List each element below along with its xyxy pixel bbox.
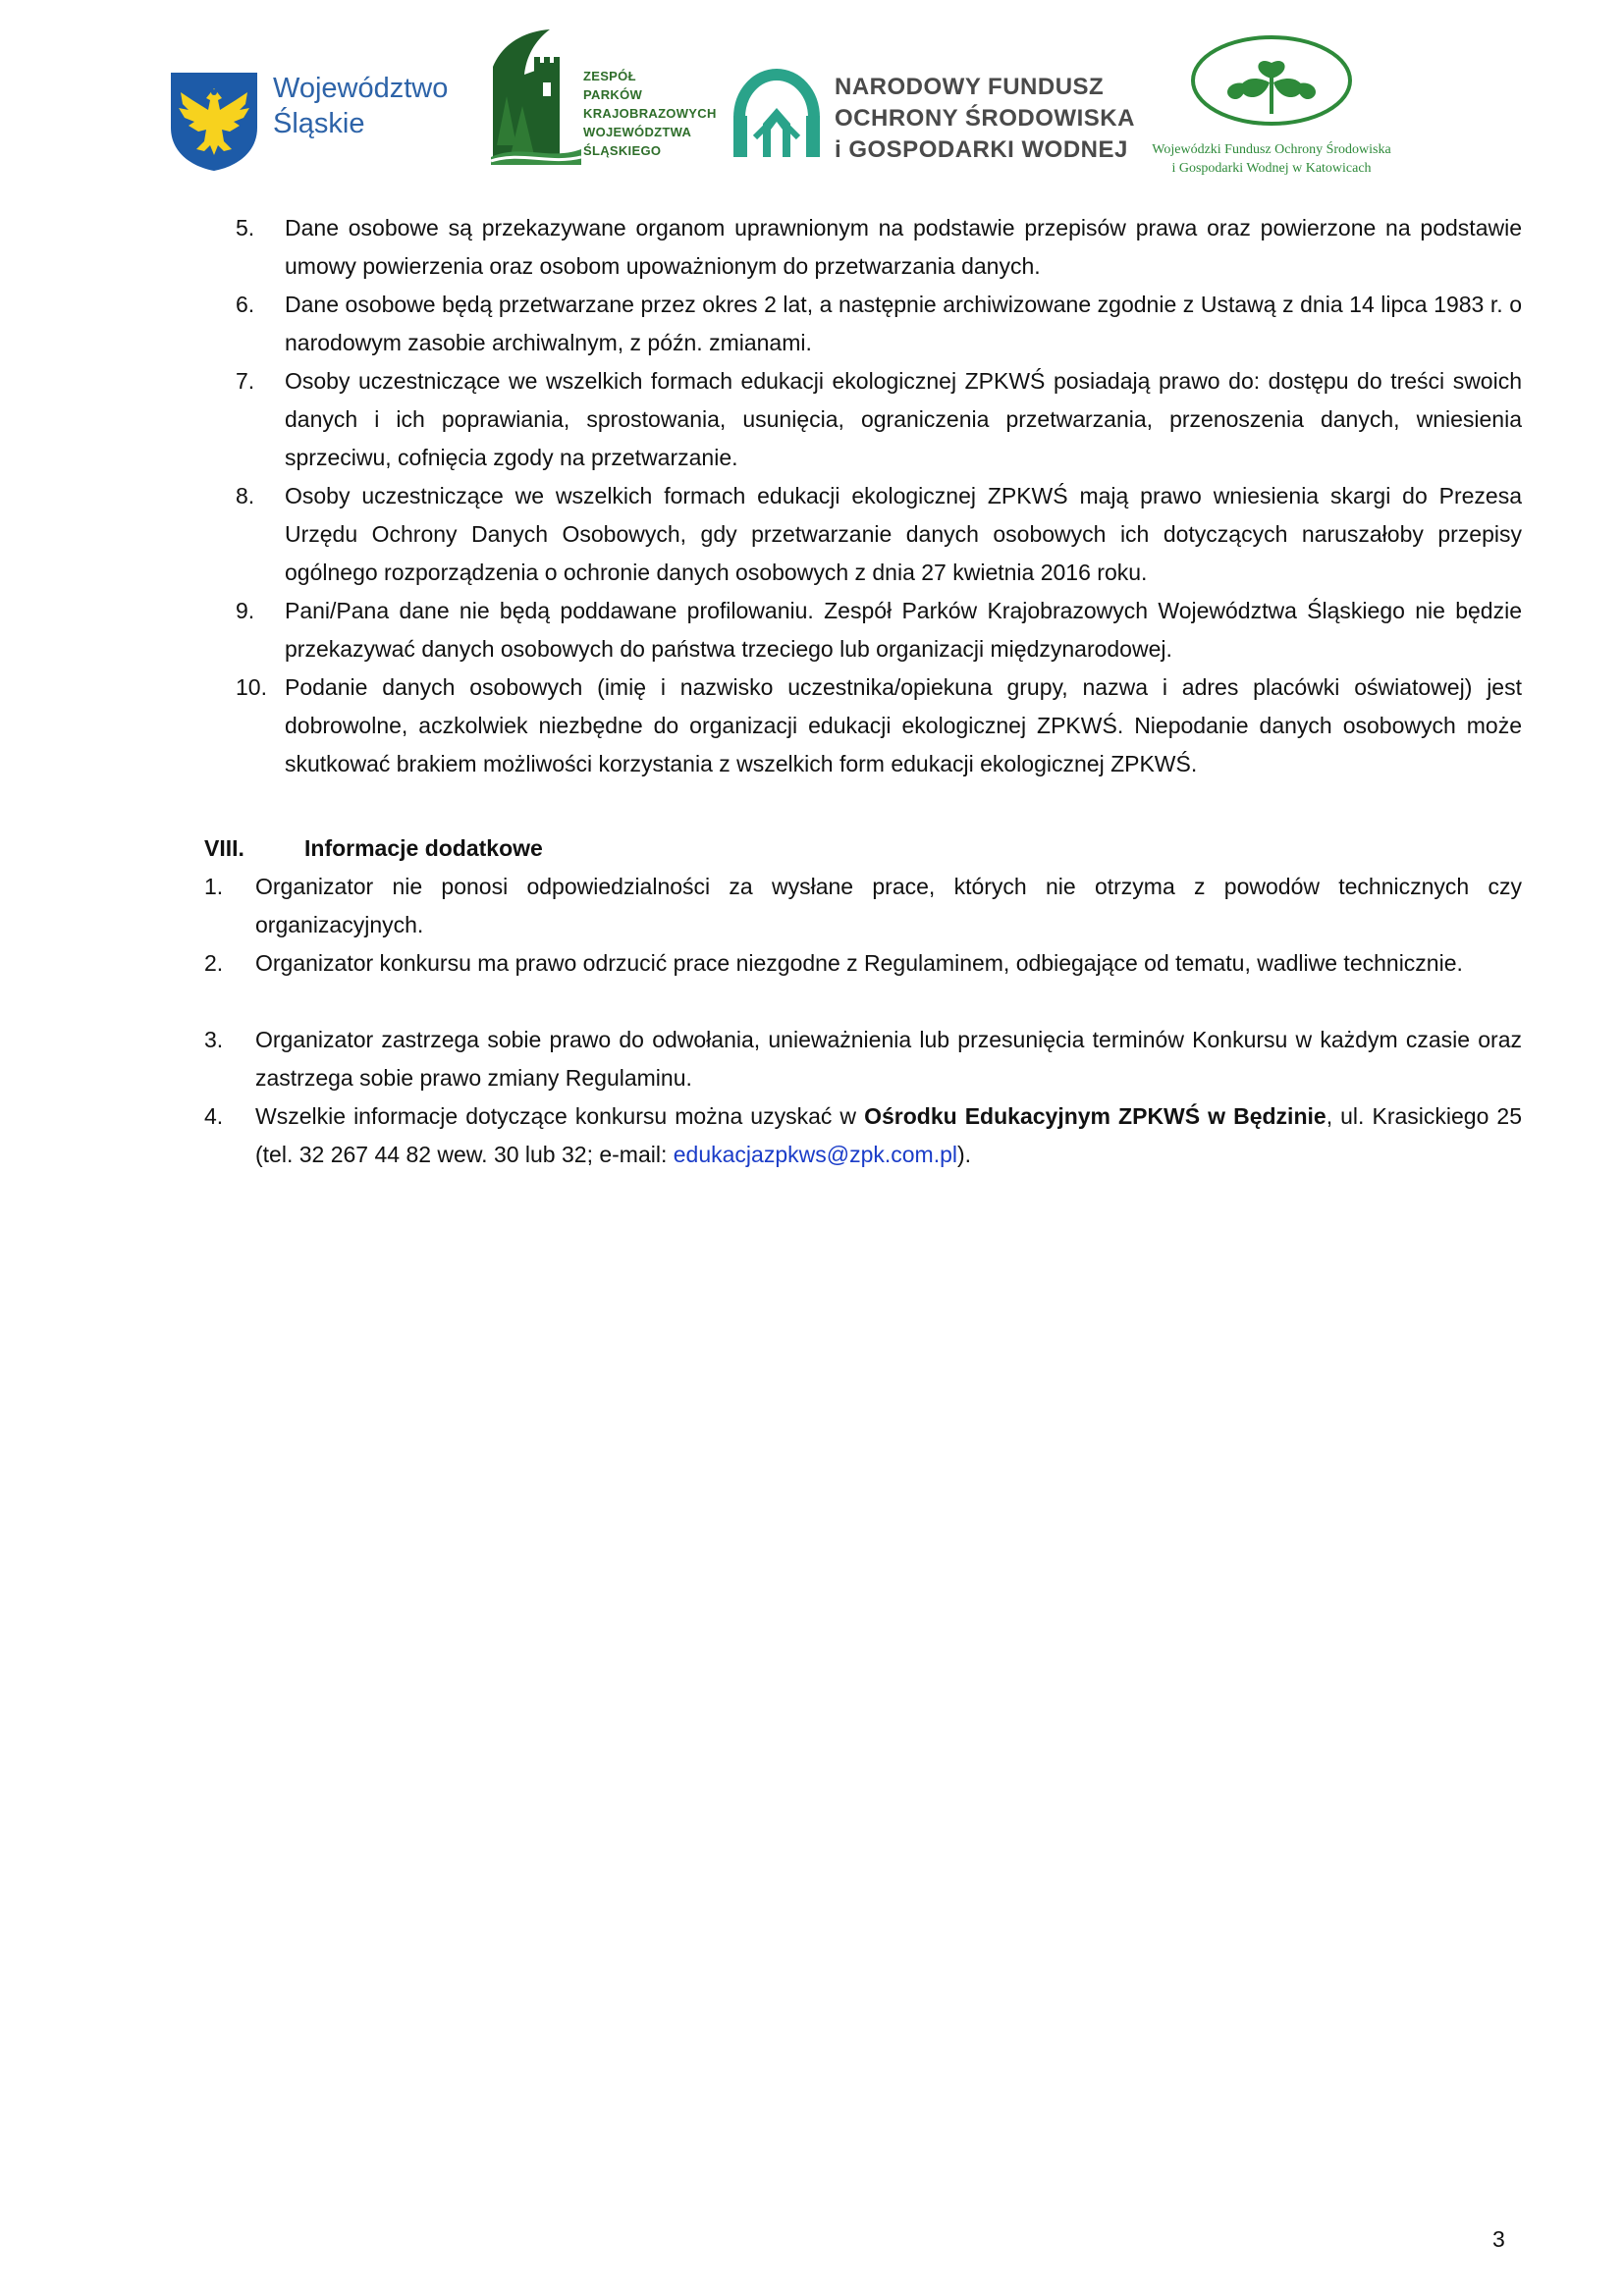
zpk-line3: KRAJOBRAZOWYCH bbox=[583, 106, 717, 121]
list-item: Dane osobowe są przekazywane organom uprawnionym na podstawie przepisów prawa oraz powierzone na podstawie umowy powierzenia oraz osobom upoważnionym do przetwarzania danych. bbox=[285, 215, 1522, 279]
zpk-wordmark bbox=[583, 67, 717, 160]
list-item: Dane osobowe będą przetwarzane przez okres 2 lat, a następnie archiwizowane zgodnie z Ustawą z dnia 14 lipca 1983 r. o narodowym zasobie archiwalnym, z późn. zmianami. bbox=[285, 292, 1522, 355]
nfos-line3: i GOSPODARKI WODNEJ bbox=[835, 136, 1128, 163]
zpk-castle-tree-logo bbox=[491, 27, 581, 165]
slaskie-wordmark bbox=[273, 71, 448, 141]
slaskie-line2: Śląskie bbox=[273, 108, 365, 139]
list-item-number: 8. bbox=[236, 483, 255, 508]
list-item-number: 10. bbox=[236, 674, 267, 700]
list-item: Osoby uczestniczące we wszelkich formach edukacji ekologicznej ZPKWŚ posiadają prawo do: dostępu do treści swoich danych i ich poprawiania, sprostowania, usunięcia, ograniczenia przetwarzania, przenoszenia danych, wniesienia sprzeciwu, cofnięcia zgody na przetwarzanie. bbox=[285, 368, 1522, 470]
nfos-logo bbox=[731, 67, 822, 161]
list-item-number: 3. bbox=[204, 1027, 224, 1052]
list-item: Organizator nie ponosi odpowiedzialności za wysłane prace, których nie otrzyma z powodów technicznych czy organizacyjnych. bbox=[255, 874, 1522, 937]
list-item: Organizator konkursu ma prawo odrzucić prace niezgodne z Regulaminem, odbiegające od tematu, wadliwe technicznie. bbox=[255, 950, 1463, 976]
contact-center-name: Ośrodku Edukacyjnym ZPKWŚ w Będzinie bbox=[864, 1103, 1326, 1129]
contact-text-mid: , ul. Krasickiego 25 (tel. 32 267 44 82 wew. 30 lub 32; e-mail: bbox=[255, 1103, 1522, 1167]
list-item-number: 9. bbox=[236, 598, 255, 623]
wfos-line1: Wojewódzki Fundusz Ochrony Środowiska bbox=[1152, 142, 1391, 157]
zpk-line1: ZESPÓŁ bbox=[583, 69, 636, 83]
list-item-number: 2. bbox=[204, 950, 224, 976]
slaskie-eagle-logo bbox=[167, 71, 261, 173]
wfos-line2: i Gospodarki Wodnej w Katowicach bbox=[1171, 161, 1372, 176]
header-logos bbox=[167, 27, 1443, 185]
list-item: Organizator zastrzega sobie prawo do odwołania, unieważnienia lub przesunięcia terminów Konkursu w każdym czasie oraz zastrzega sobie prawo zmiany Regulaminu. bbox=[255, 1027, 1522, 1091]
slaskie-line1: Województwo bbox=[273, 73, 449, 104]
page-number: 3 bbox=[1492, 2226, 1505, 2252]
list-item: Pani/Pana dane nie będą poddawane profilowaniu. Zespół Parków Krajobrazowych Województwa Śląskiego nie będzie przekazywać danych osobowych do państwa trzeciego lub organizacji międzynarodowej. bbox=[285, 598, 1522, 662]
list-item: Osoby uczestniczące we wszelkich formach edukacji ekologicznej ZPKWŚ mają prawo wniesienia skargi do Prezesa Urzędu Ochrony Danych Osobowych, gdy przetwarzanie danych osobowych ich dotyczących naruszałoby przepisy ogólnego rozporządzenia o ochronie danych osobowych z dnia 27 kwietnia 2016 roku. bbox=[285, 483, 1522, 585]
list-item: Podanie danych osobowych (imię i nazwisko uczestnika/opiekuna grupy, nazwa i adres placówki oświatowej) jest dobrowolne, aczkolwiek niezbędne do organizacji edukacji ekologicznej ZPKWŚ. Niepodanie danych osobowych może skutkować brakiem możliwości korzystania z wszelkich form edukacji ekologicznej ZPKWŚ. bbox=[285, 674, 1522, 776]
contact-text-pre: Wszelkie informacje dotyczące konkursu można uzyskać w bbox=[255, 1103, 865, 1129]
list-item-contact bbox=[255, 1097, 1522, 1174]
list-item-number: 1. bbox=[204, 874, 224, 899]
wfos-wordmark bbox=[1134, 140, 1409, 178]
list-item-number: 7. bbox=[236, 368, 255, 394]
zpk-line5: ŚLĄSKIEGO bbox=[583, 143, 662, 158]
list-item-number: 4. bbox=[204, 1103, 224, 1129]
nfos-line2: OCHRONY ŚRODOWISKA bbox=[835, 105, 1135, 132]
wfos-leaf-logo bbox=[1188, 33, 1355, 132]
list-item-number: 6. bbox=[236, 292, 255, 317]
nfos-wordmark bbox=[835, 72, 1135, 166]
zpk-line2: PARKÓW bbox=[583, 87, 643, 102]
zpk-line4: WOJEWÓDZTWA bbox=[583, 125, 692, 139]
section-title: Informacje dodatkowe bbox=[304, 835, 543, 861]
nfos-line1: NARODOWY FUNDUSZ bbox=[835, 74, 1105, 100]
email-link[interactable]: edukacjazpkws@zpk.com.pl bbox=[673, 1142, 958, 1167]
list-item-number: 5. bbox=[236, 215, 255, 240]
contact-text-post: ). bbox=[957, 1142, 972, 1167]
section-number: VIII. bbox=[204, 835, 244, 861]
